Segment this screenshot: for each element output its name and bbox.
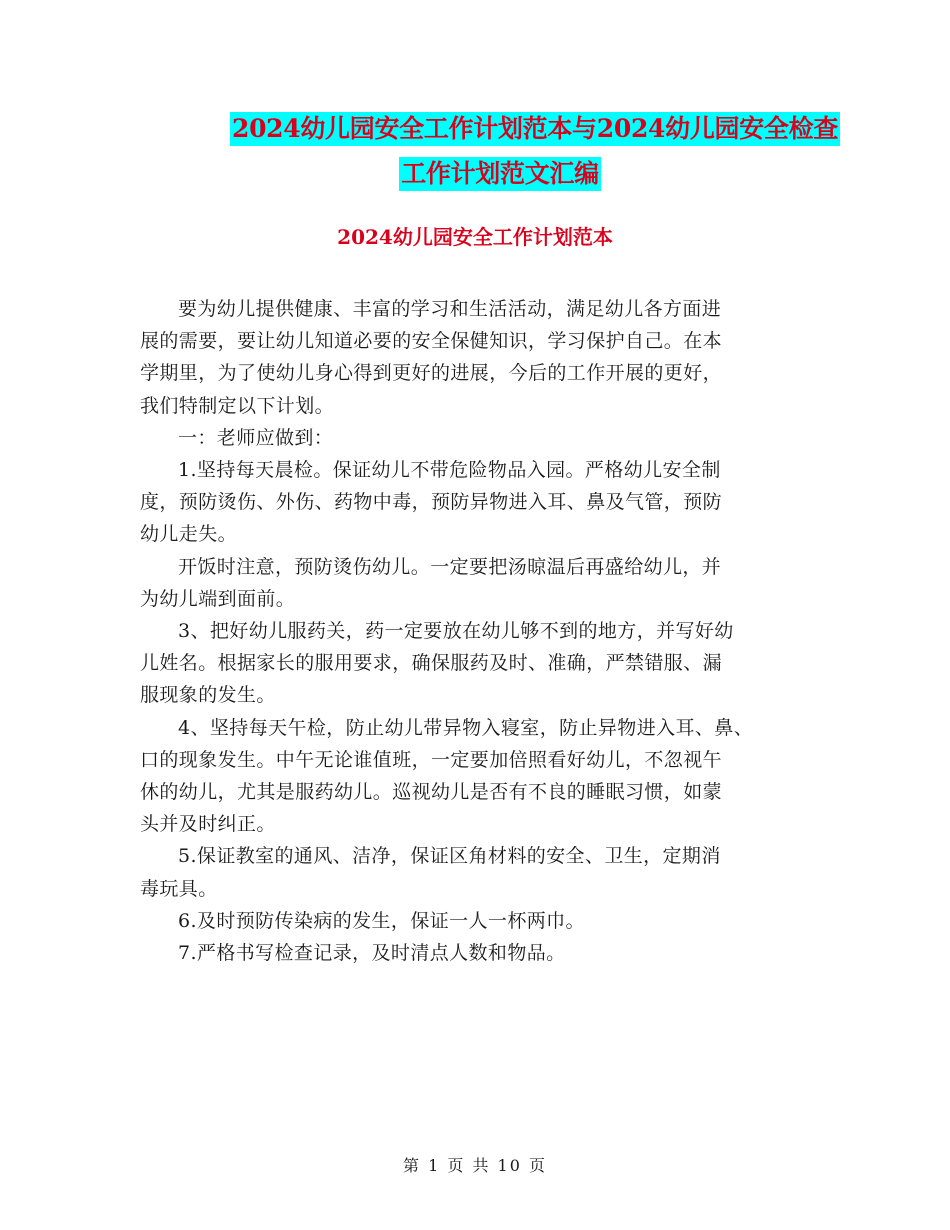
paragraph-line: 一：老师应做到： [178,426,334,449]
paragraph-line: 我们特制定以下计划。 [140,394,335,417]
paragraph [140,937,820,969]
paragraph-line: 7.严格书写检查记录，及时清点人数和物品。 [178,942,566,965]
paragraph-line: 头并及时纠正。 [140,813,276,836]
title-line-1: 2024幼儿园安全工作计划范本与2024幼儿园安全检查 [230,112,840,146]
paragraph [140,712,820,841]
paragraph [140,551,820,615]
paragraph-line: 休的幼儿，尤其是服药幼儿。巡视幼儿是否有不良的睡眠习惯，如蒙 [140,781,723,804]
paragraph-line: 要为幼儿提供健康、丰富的学习和生活活动，满足幼儿各方面进 [178,298,722,320]
body-text [140,293,820,969]
paragraph-line: 学期里，为了使幼儿身心得到更好的进展，今后的工作开展的更好， [140,362,723,385]
paragraph [140,454,820,551]
paragraph-line: 1.坚持每天晨检。保证幼儿不带危险物品入园。严格幼儿安全制 [178,459,721,482]
page-footer: 第 1 页 共 10 页 [403,1156,547,1175]
paragraph [140,840,820,904]
paragraph-line: 服现象的发生。 [140,684,276,707]
section-title: 2024幼儿园安全工作计划范本 [337,225,613,249]
paragraph-line: 幼儿走失。 [140,523,238,546]
paragraph-line: 度，预防烫伤、外伤、药物中毒，预防异物进入耳、鼻及气管，预防 [140,491,723,514]
paragraph [140,615,820,712]
paragraph-line: 毒玩具。 [140,877,218,900]
paragraph-line: 6.及时预防传染病的发生，保证一人一杯两巾。 [178,909,585,932]
paragraph-line: 5.保证教室的通风、洁净，保证区角材料的安全、卫生，定期消 [178,845,721,868]
paragraph [140,905,820,937]
paragraph-line: 口的现象发生。中午无论谁值班，一定要加倍照看好幼儿，不忽视午 [140,748,723,771]
paragraph-line: 展的需要，要让幼儿知道必要的安全保健知识，学习保护自己。在本 [140,330,723,353]
paragraph [140,293,820,422]
paragraph-line: 4、坚持每天午检，防止幼儿带异物入寝室，防止异物进入耳、鼻、 [178,716,754,739]
title-line-2: 工作计划范文汇编 [399,157,601,191]
paragraph-line: 儿姓名。根据家长的服用要求，确保服药及时、准确，严禁错服、漏 [140,652,723,675]
document-title [120,112,880,202]
paragraph-line: 3、把好幼儿服药关，药一定要放在幼儿够不到的地方，并写好幼 [178,620,734,643]
paragraph-line: 为幼儿端到面前。 [140,587,296,610]
paragraph-line: 开饭时注意，预防烫伤幼儿。一定要把汤晾温后再盛给幼儿，并 [178,555,722,578]
paragraph [140,422,820,454]
